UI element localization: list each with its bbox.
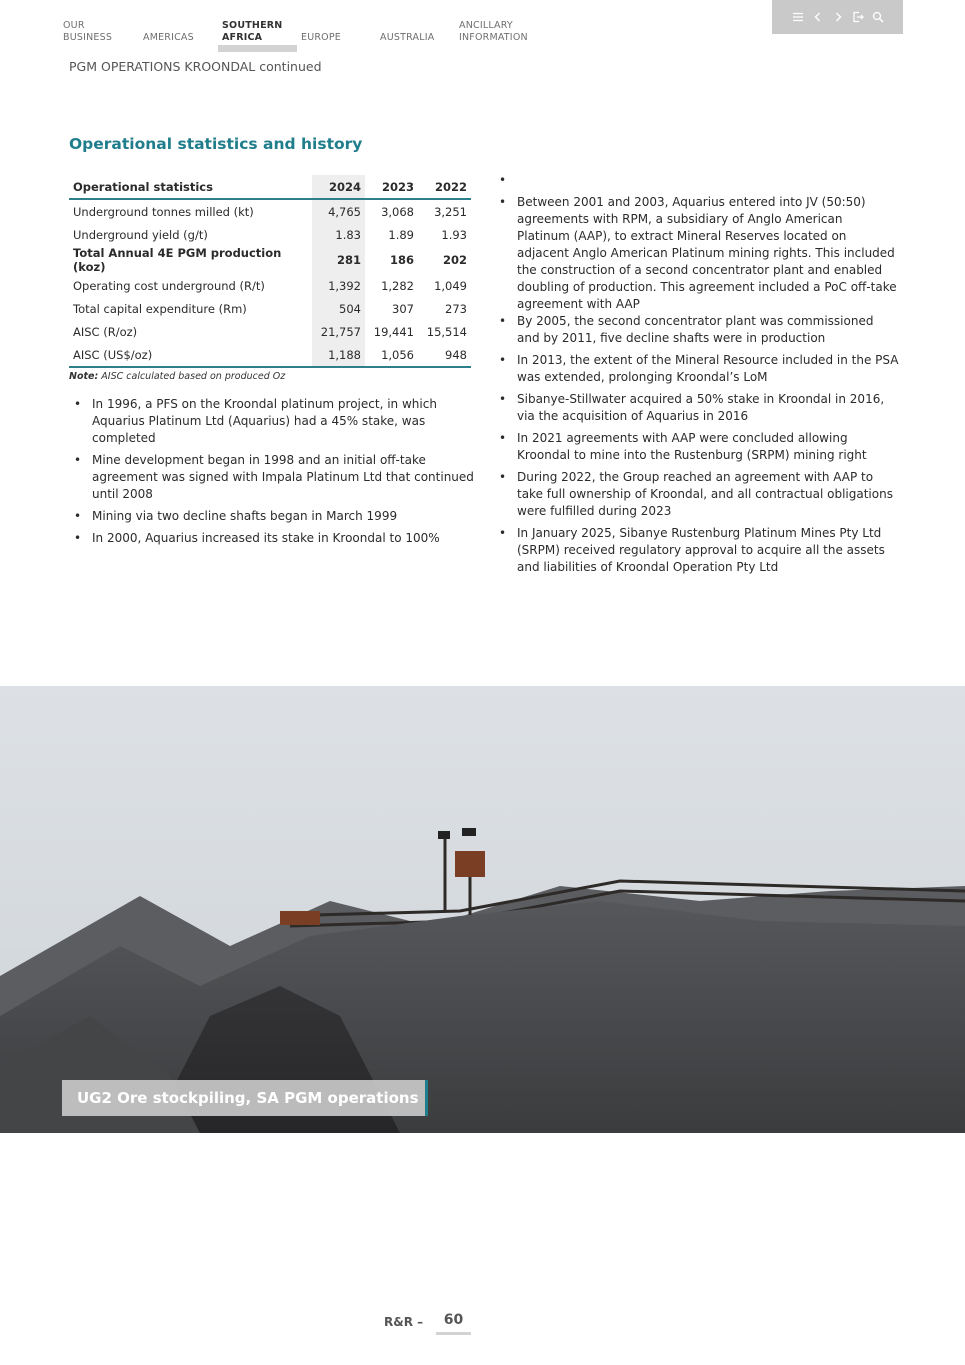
photo-caption-box — [62, 1080, 428, 1116]
list-item: • Between 2001 and 2003, Aquarius entered into JV (50:50) agreements with RPM, a subsidiary of Anglo American Platinum (AAP), to extract Mineral Reserves located on adjacent Anglo American Platinum mining rights. This included the construction of a second concentrator plant and enabled doubling of production. This agreement included a PoC off-take agreement with AAP — [499, 194, 899, 313]
nav-ancillary-information[interactable]: ANCILLARY INFORMATION — [459, 20, 528, 43]
chevron-right-icon[interactable] — [831, 10, 845, 24]
table-row — [69, 199, 471, 223]
nav-southern-africa[interactable]: SOUTHERN AFRICA — [222, 20, 283, 43]
cell-value: 186 — [389, 253, 414, 267]
cell-value: 273 — [445, 301, 467, 316]
table-row — [69, 246, 471, 274]
cell-value: 948 — [418, 343, 471, 367]
table-note: Note: AISC calculated based on produced Oz — [69, 371, 286, 382]
list-item: • In 2013, the extent of the Mineral Resource included in the PSA was extended, prolonging Kroondal’s LoM — [499, 352, 899, 386]
table-header: 2023 — [365, 175, 418, 199]
menu-icon[interactable] — [791, 10, 805, 24]
table-row — [69, 223, 471, 246]
chevron-left-icon[interactable] — [811, 10, 825, 24]
table-header: 2022 — [418, 175, 471, 199]
cell-value: 307 — [392, 301, 414, 316]
page-number[interactable]: 60 — [436, 1312, 471, 1335]
cell-value: 3,068 — [381, 204, 414, 219]
list-item — [499, 172, 899, 189]
row-label: AISC (US$/oz) — [69, 343, 312, 367]
row-label: Underground yield (g/t) — [73, 227, 208, 242]
history-list-right — [499, 172, 899, 581]
list-item: • Sibanye-Stillwater acquired a 50% stake in Kroondal in 2016, via the acquisition of Aquarius in 2016 — [499, 391, 899, 425]
table-row — [69, 274, 471, 297]
cell-value: 1,188 — [312, 343, 365, 367]
list-item: • In January 2025, Sibanye Rustenburg Platinum Mines Pty Ltd (SRPM) received regulatory approval to acquire all the assets and liabilities of Kroondal Operation Pty Ltd — [499, 525, 899, 576]
list-item: • In 2000, Aquarius increased its stake in Kroondal to 100% — [74, 530, 474, 547]
nav-americas[interactable]: AMERICAS — [143, 32, 194, 43]
nav-australia[interactable]: AUSTRALIA — [380, 32, 435, 43]
list-item: • In 2021 agreements with AAP were concluded allowing Kroondal to mine into the Rustenburg (SRPM) mining right — [499, 430, 899, 464]
table-header: 2024 — [312, 175, 365, 199]
list-item: • Mining via two decline shafts began in March 1999 — [74, 508, 474, 525]
nav-europe[interactable]: EUROPE — [301, 32, 341, 43]
exit-icon[interactable] — [851, 10, 865, 24]
table-row — [69, 297, 471, 320]
table-body — [69, 199, 471, 367]
cell-value: 4,765 — [312, 199, 365, 223]
history-list-left — [74, 396, 474, 552]
stockpile-illustration — [0, 686, 965, 1133]
list-item: • Mine development began in 1998 and an initial off-take agreement was signed with Impala Platinum Ltd that continued until 2008 — [74, 452, 474, 503]
cell-value: 1,282 — [381, 278, 414, 293]
row-label: Operating cost underground (R/t) — [73, 278, 265, 293]
list-item: • By 2005, the second concentrator plant was commissioned and by 2011, five decline shafts were in production — [499, 313, 899, 347]
table-row — [69, 343, 471, 367]
nav-our-business[interactable]: OUR BUSINESS — [63, 20, 113, 43]
list-item: • In 1996, a PFS on the Kroondal platinum project, in which Aquarius Platinum Ltd (Aquarius) had a 45% stake, was completed — [74, 396, 474, 447]
cell-value: 202 — [442, 253, 467, 267]
operational-statistics-table — [69, 175, 471, 368]
table-header-row — [69, 175, 471, 199]
cell-value: 21,757 — [312, 320, 365, 343]
row-label: Underground tonnes milled (kt) — [73, 204, 254, 219]
cell-value: 1,056 — [365, 343, 418, 367]
stockpile-photo — [0, 686, 965, 1133]
cell-value: 1.89 — [388, 227, 414, 242]
cell-value: 19,441 — [373, 324, 414, 339]
cell-value: 504 — [312, 297, 365, 320]
search-icon[interactable] — [871, 10, 885, 24]
top-navigation — [0, 0, 965, 60]
row-label: Total Annual 4E PGM production (koz) — [73, 246, 282, 274]
photo-caption: UG2 Ore stockpiling, SA PGM operations — [77, 1089, 419, 1107]
table-header: Operational statistics — [69, 175, 312, 199]
cell-value: 15,514 — [426, 324, 467, 339]
list-item: • During 2022, the Group reached an agreement with AAP to take full ownership of Kroondal, and all contractual obligations were fulfilled during 2023 — [499, 469, 899, 520]
cell-value: 1,392 — [312, 274, 365, 297]
section-title: Operational statistics and history — [69, 135, 363, 153]
toolbar — [772, 0, 903, 34]
table-row — [69, 320, 471, 343]
row-label: Total capital expenditure (Rm) — [73, 301, 247, 316]
cell-value: 3,251 — [434, 204, 467, 219]
footer — [0, 1312, 965, 1336]
footer-label: R&R – — [384, 1315, 424, 1329]
cell-value: 1.83 — [312, 223, 365, 246]
breadcrumb: PGM OPERATIONS KROONDAL continued — [69, 59, 322, 74]
row-label: AISC (R/oz) — [73, 324, 138, 339]
nav-active-indicator — [218, 45, 297, 52]
cell-value: 1.93 — [441, 227, 467, 242]
cell-value: 281 — [312, 246, 365, 274]
cell-value: 1,049 — [434, 278, 467, 293]
